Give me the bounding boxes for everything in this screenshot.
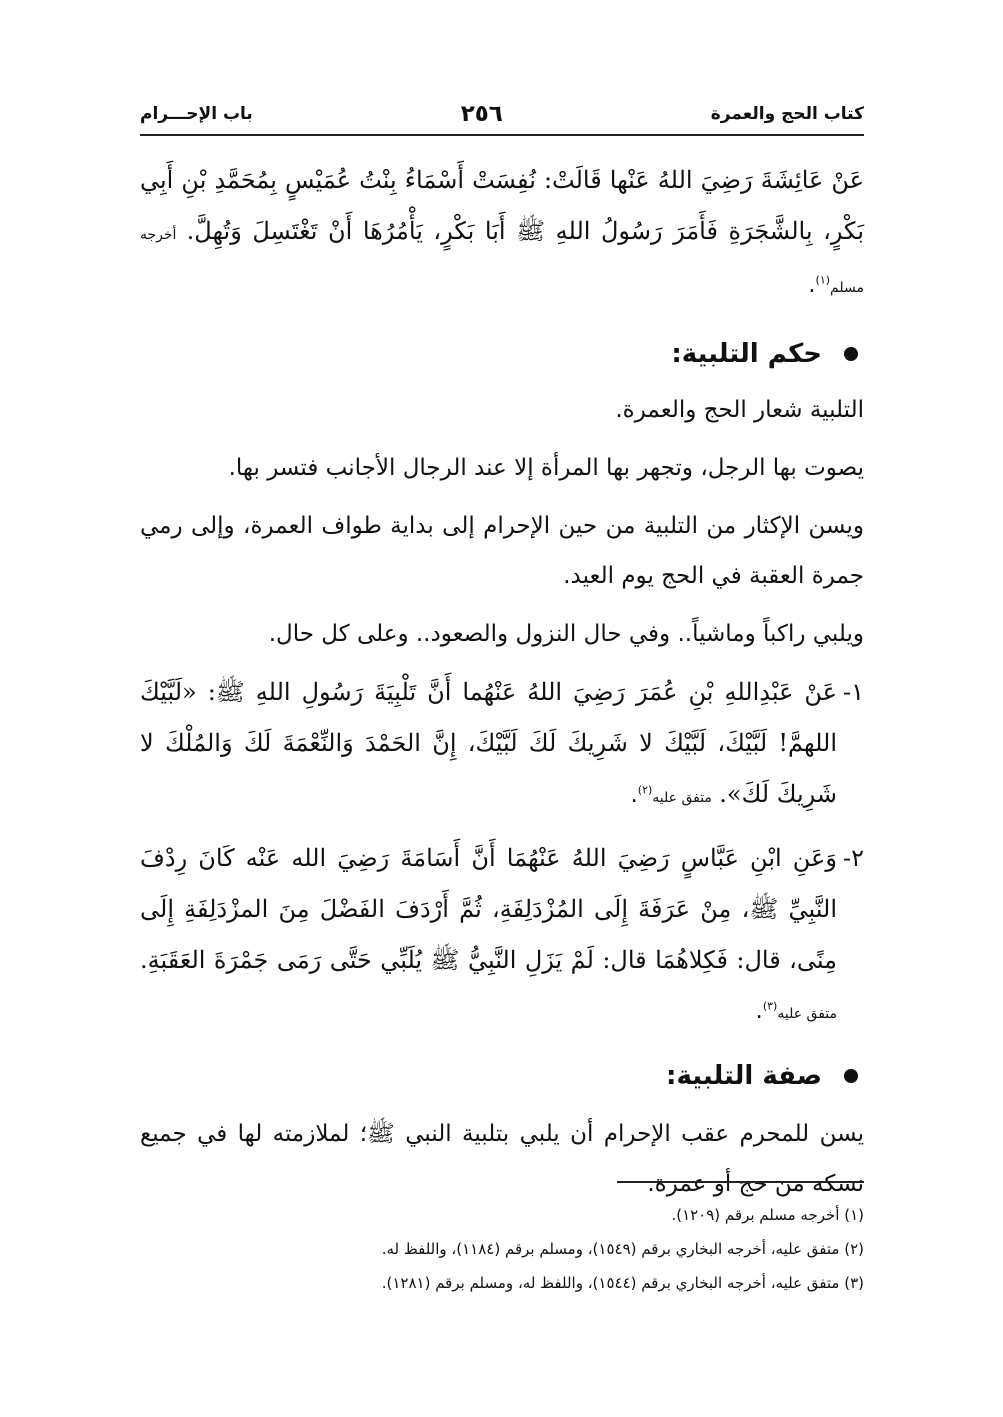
- hadith-1-source: متفق عليه: [652, 790, 712, 806]
- chapter-title: باب الإحـــرام: [140, 104, 253, 124]
- hadith-2-source: متفق عليه: [777, 1006, 837, 1022]
- ruling-line: يصوت بها الرجل، وتجهر بها المرأة إلا عند الرجال الأجانب فتسر بها.: [228, 455, 864, 481]
- hadith-2-text: وَعَنِ ابْنِ عَبَّاسٍ رَضِيَ اللهُ عَنْهُمَا أَنَّ أَسَامَةَ رَضِيَ الله عَنْه كَانَ رِدْفَ النَّبِيِّ ﷺ، مِنْ عَرَفَةَ إِلَى المُزْدَلِفَةِ، ثُمَّ أَرْدَفَ الفَضْلَ مِنَ المزْدَلِفَةِ إِلَى مِنًى، قال: فَكِلاهُمَا قال: لَمْ يَزَلِ النَّبِيُّ ﷺ يُلَبِّي حَتَّى رَمَى جَمْرَةَ العَقَبَةِ.: [140, 844, 837, 974]
- intro-end: .: [808, 272, 816, 298]
- description-text: يسن للمحرم عقب الإحرام أن يلبي بتلبية النبي ﷺ؛ لملازمته لها في جميع نسكه من حج أو عمرة.: [140, 1121, 864, 1197]
- footnote-ref-3: (٣): [762, 999, 778, 1013]
- hadith-2-number: ٢-: [843, 844, 864, 872]
- hadith-1-number: ١-: [843, 678, 864, 706]
- bullet-icon: [844, 347, 858, 361]
- header-rule: [140, 134, 864, 136]
- hadith-1-body: [140, 667, 837, 823]
- intro-source: أخرجه مسلم: [140, 227, 864, 296]
- ruling-line: التلبية شعار الحج والعمرة.: [615, 397, 864, 423]
- footnote-rule: [617, 1181, 864, 1183]
- hadith-1-end: .: [630, 782, 638, 808]
- hadith-1-text: عَنْ عَبْدِاللهِ بْنِ عُمَرَ رَضِيَ اللهُ عَنْهُما أَنَّ تَلْبِيَةَ رَسُولِ اللهِ ﷺ: «لَبَّيْكَ اللهمَّ! لَبَّيْكَ، لَبَّيْكَ لا شَرِيكَ لَكَ لَبَّيْكَ، إِنَّ الحَمْدَ وَالنِّعْمَةَ لَكَ وَالمُلْكَ لا شَرِيكَ لَكَ».: [140, 678, 837, 808]
- book-title: كتاب الحج والعمرة: [710, 104, 864, 124]
- footnotes: [140, 1198, 864, 1300]
- hadith-2: [140, 833, 864, 1039]
- page-body: [140, 155, 864, 1209]
- footnote-ref-1: (١): [815, 273, 831, 287]
- ruling-line: ويسن الإكثار من التلبية من حين الإحرام إلى بداية طواف العمرة، وإلى رمي جمرة العقبة في الحج يوم العيد.: [140, 513, 864, 589]
- hadith-1: [140, 667, 864, 823]
- bullet-icon: [844, 1069, 858, 1083]
- footnote-ref-2: (٢): [637, 783, 653, 797]
- intro-hadith: [140, 155, 864, 313]
- page-number: ٢٥٦: [460, 101, 503, 127]
- section-heading-ruling-text: حكم التلبية:: [671, 339, 822, 369]
- intro-hadith-text: عَنْ عَائِشَةَ رَضِيَ اللهُ عَنْها قَالَتْ: نُفِسَتْ أَسْمَاءُ بِنْتُ عُمَيْسٍ بِمُحَمَّدِ بْنِ أَبِي بَكْرٍ، بِالشَّجَرَةِ فَأَمَرَ رَسُولُ اللهِ ﷺ أَبَا بَكْرٍ، يَأْمُرُهَا أَنْ تَغْتَسِلَ وَتُهِلَّ.: [140, 166, 864, 245]
- page-header: [140, 96, 864, 132]
- ruling-line: ويلبي راكباً وماشياً.. وفي حال النزول والصعود.. وعلى كل حال.: [268, 621, 864, 647]
- hadith-2-body: [140, 833, 837, 1039]
- section-heading-description-text: صفة التلبية:: [666, 1061, 822, 1091]
- footnote-1: (١) أخرجه مسلم برقم (١٢٠٩).: [671, 1206, 864, 1224]
- hadith-2-end: .: [755, 998, 763, 1024]
- section-heading-description: [140, 1049, 864, 1103]
- footnote-2: (٢) متفق عليه، أخرجه البخاري برقم (١٥٤٩)، ومسلم برقم (١١٨٤)، واللفظ له.: [381, 1240, 864, 1258]
- footnote-3: (٣) متفق عليه، أخرجه البخاري برقم (١٥٤٤)، واللفظ له، ومسلم برقم (١٢٨١).: [381, 1274, 864, 1292]
- section-heading-ruling: [140, 327, 864, 381]
